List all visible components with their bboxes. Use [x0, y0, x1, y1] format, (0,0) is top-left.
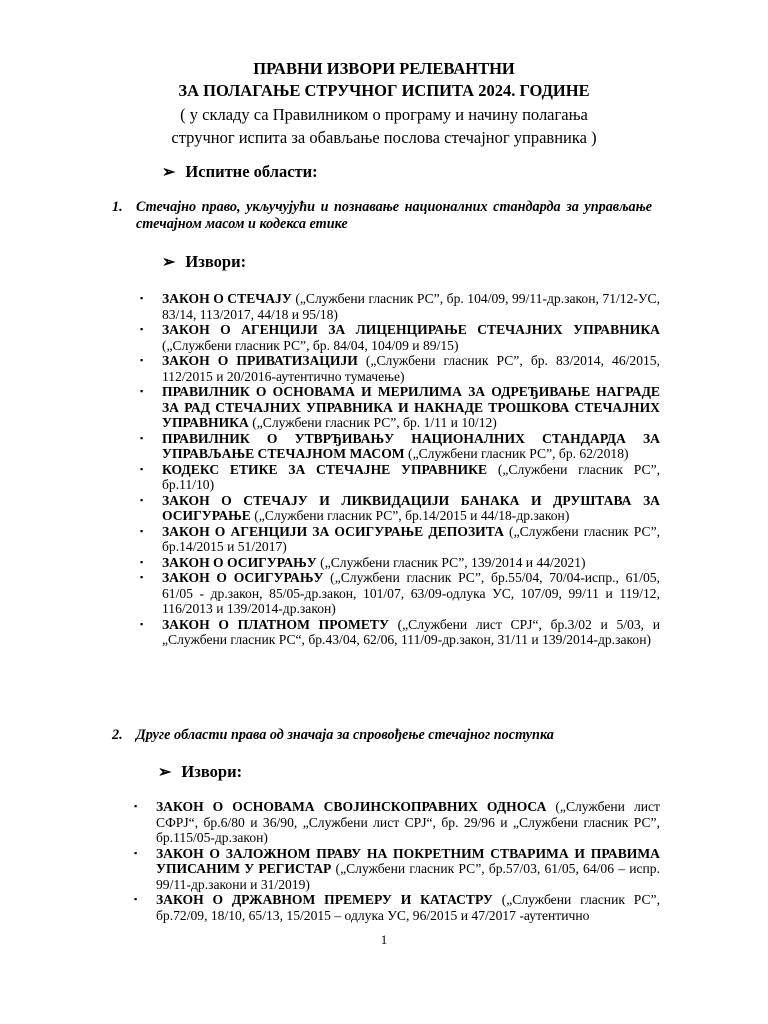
sources-list-1: [140, 291, 661, 648]
list-item: [140, 353, 660, 384]
exam-area-2: 2. Друге области права од значаја за спровођење стечајног поступка: [112, 727, 554, 743]
square-bullet-icon: ▪: [134, 894, 138, 904]
list-item: [140, 384, 660, 431]
heading-exam-areas: ➢ Испитне области:: [162, 162, 318, 181]
list-item: [140, 570, 661, 617]
square-bullet-icon: ▪: [134, 847, 138, 858]
law-details: („Службени гласник РС”, 139/2014 и 44/2021): [316, 554, 586, 570]
square-bullet-icon: ▪: [140, 572, 144, 582]
law-details: („Службени гласник РС”, бр.14/2015 и 44/18-др.закон): [250, 508, 570, 523]
law-title: ЗАКОН О АГЕНЦИЈИ ЗА ОСИГУРАЊЕ ДЕПОЗИТА: [162, 523, 504, 539]
law-details: („Службени гласник РС”, бр. 1/11 и 10/12): [248, 415, 497, 430]
law-details: („Службени гласник РС”, бр.72/09, 18/10, 65/13, 15/2015 – одлука УС, 96/2015 и 47/2017 -аутентично: [156, 892, 660, 923]
law-details: („Службени гласник РС”, бр. 84/04, 104/09 и 89/15): [162, 337, 459, 353]
law-title: ЗАКОН О ОСИГУРАЊУ: [162, 570, 324, 585]
title-line-1: ПРАВНИ ИЗВОРИ РЕЛЕВАНТНИ: [253, 59, 515, 78]
square-bullet-icon: ▪: [140, 525, 144, 536]
law-details: („Службени гласник РС”, бр.55/04, 70/04-испр., 61/05, 61/05 - др.закон, 85/05-др.закон, 101/07, 63/09-одлука УС, 107/09, 99/11 и 119/12, 116/2013 и 139/2014-др.закон): [162, 570, 661, 616]
title-line-2: ЗА ПОЛАГАЊЕ СТРУЧНОГ ИСПИТА 2024. ГОДИНЕ: [178, 81, 590, 100]
law-title: ПРАВИЛНИК О ОСНОВАМА И МЕРИЛИМА ЗА ОДРЕЂИВАЊЕ НАГРАДЕ ЗА РАД СТЕЧАЈНИХ УПРАВНИКА И НАКНАДЕ ТРОШКОВА СТЕЧАЈНИХ УПРАВНИКА: [162, 384, 660, 430]
square-bullet-icon: ▪: [140, 355, 144, 365]
law-title: ЗАКОН О АГЕНЦИЈИ ЗА ЛИЦЕНЦИРАЊЕ СТЕЧАЈНИХ УПРАВНИКА: [162, 322, 660, 337]
list-item: [140, 492, 660, 524]
square-bullet-icon: ▪: [140, 324, 144, 334]
law-title: ЗАКОН О ОСИГУРАЊУ: [162, 554, 317, 570]
law-details: („Службени гласник РС”, бр. 83/2014, 46/2015, 112/2015 и 20/2016-аутентично тумачење): [162, 353, 660, 384]
law-title: ЗАКОН О СТЕЧАЈУ И ЛИКВИДАЦИЈИ БАНАКА И ДРУШТАВА ЗА ОСИГУРАЊЕ: [162, 492, 660, 523]
square-bullet-icon: ▪: [140, 494, 144, 505]
law-title: ЗАКОН О ОСНОВАМА СВОЈИНСКОПРАВНИХ ОДНОСА: [156, 799, 547, 814]
square-bullet-icon: ▪: [140, 618, 144, 629]
law-title: ЗАКОН О ПЛАТНОМ ПРОМЕТУ: [162, 616, 389, 632]
list-item: [140, 523, 661, 555]
square-bullet-icon: ▪: [134, 801, 138, 811]
list-item: [140, 461, 660, 493]
square-bullet-icon: ▪: [140, 293, 144, 303]
law-title: КОДЕКС ЕТИКЕ ЗА СТЕЧАЈНЕ УПРАВНИКЕ: [162, 461, 488, 477]
law-details: („Службени гласник РС”, бр.11/10): [162, 461, 660, 492]
list-item: [140, 322, 660, 353]
title-line-3: ( у складу са Правилником о програму и начину полагања: [180, 105, 588, 124]
page-number: 1: [380, 932, 388, 947]
list-item: [140, 430, 660, 462]
list-item: [140, 616, 660, 648]
list-item: [134, 799, 660, 846]
exam-area-1: 1. Стечајно право, укључујући и познавање националних стандарда за управљање стечајном масом и кодекса етике: [112, 199, 652, 232]
law-details: („Службени гласник РС”, бр.14/2015 и 51/2017): [162, 523, 661, 554]
heading-sources-2: ➢ Извори:: [158, 762, 243, 781]
list-item: [140, 291, 661, 322]
law-details: („Службени гласник РС”, бр. 62/2018): [404, 446, 629, 461]
arrowhead-icon: ➢: [158, 764, 172, 781]
list-item: [134, 845, 660, 893]
law-title: ЗАКОН О ДРЖАВНОМ ПРЕМЕРУ И КАТАСТРУ: [156, 892, 493, 907]
square-bullet-icon: ▪: [140, 556, 144, 567]
law-title: ПРАВИЛНИК О УТВРЂИВАЊУ НАЦИОНАЛНИХ СТАНДАРДА ЗА УПРАВЉАЊЕ СТЕЧАЈНОМ МАСОМ: [162, 430, 660, 461]
square-bullet-icon: ▪: [140, 463, 144, 474]
square-bullet-icon: ▪: [140, 432, 144, 443]
law-details: („Службени гласник РС”, бр.57/03, 61/05, 64/06 – испр. 99/11-др.закони и 31/2019): [156, 861, 660, 892]
law-title: ЗАКОН О ПРИВАТИЗАЦИЈИ: [162, 353, 358, 368]
arrowhead-icon: ➢: [162, 254, 176, 271]
square-bullet-icon: ▪: [140, 386, 144, 396]
title-line-4: стручног испита за обављање послова стечајног управника ): [171, 128, 597, 147]
list-item: [140, 554, 660, 571]
law-details: („Службени гласник РС”, бр. 104/09, 99/11-др.закон, 71/12-УС, 83/14, 113/2017, 44/18 и 95/18): [162, 291, 661, 322]
law-details: („Службени лист СРЈ“, бр.3/02 и 5/03, и „Службени гласник РС“, бр.43/04, 62/06, 111/09-др.закон, 31/11 и 139/2014-др.закон): [162, 616, 660, 647]
law-title: ЗАКОН О ЗАЛОЖНОМ ПРАВУ НА ПОКРЕТНИМ СТВАРИМА И ПРАВИМА УПИСАНИМ У РЕГИСТАР: [156, 845, 660, 876]
list-item: [134, 892, 660, 923]
law-title: ЗАКОН О СТЕЧАЈУ: [162, 291, 292, 306]
sources-list-2: [134, 799, 660, 923]
arrowhead-icon: ➢: [162, 164, 176, 181]
law-details: („Службени лист СФРЈ“, бр.6/80 и 36/90, „Службени лист СРЈ“, бр. 29/96 и „Службени гласник РС”, бр.115/05-др.закон): [156, 799, 660, 845]
heading-sources-1: ➢ Извори:: [162, 252, 247, 271]
